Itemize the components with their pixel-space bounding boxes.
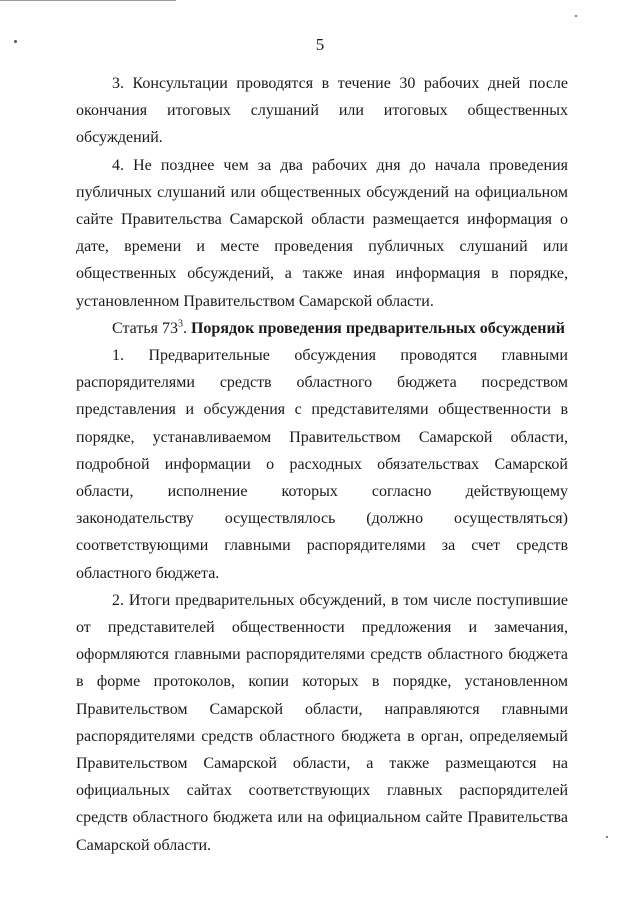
page-number: 5 bbox=[315, 35, 325, 54]
paragraph-consultations: 3. Консультации проводятся в течение 30 рабочих дней после окончания итоговых слушаний или итоговых общественных обсуждений. bbox=[76, 75, 568, 147]
article-title: Порядок проведения предварительных обсуждений bbox=[190, 319, 565, 337]
paragraph-discussion-results: 2. Итоги предварительных обсуждений, в том числе поступившие от представителей общественности предложения и замечания, оформляются главными распорядителями средств областного бюджета в форме протоколов, копии которых в порядке, установленном Правительством Самарской области, направляются главными распорядителями средств областного бюджета в орган, определяемый Правительством Самарской области, а также размещаются на официальных сайтах соответствующих главных распорядителей средств областного бюджета или на официальном сайте Правительства Самарской области. bbox=[76, 591, 568, 854]
article-number: Статья 73 bbox=[112, 319, 178, 337]
scan-speck bbox=[575, 15, 577, 17]
article-superscript: 3 bbox=[177, 318, 183, 330]
article-separator: . bbox=[182, 319, 191, 337]
paragraph-preliminary-discussions: 1. Предварительные обсуждения проводятся главными распорядителями средств областного бюджета посредством представления и обсуждения с представителями общественности в порядке, устанавливаемом Правительством Самарской области, подробной информации о расходных обязательствах Самарской области, исполнение которых согласно действующему законодательству осуществлялось (должно осуществляться) соответствующими главными распорядителями за счет средств областного бюджета. bbox=[76, 347, 568, 582]
article-heading bbox=[76, 315, 568, 342]
document-body bbox=[76, 70, 568, 859]
scan-edge-line bbox=[0, 0, 176, 1]
scan-speck bbox=[606, 836, 608, 838]
paragraph-public-hearings-notice: 4. Не позднее чем за два рабочих дня до начала проведения публичных слушаний или общественных обсуждений на официальном сайте Правительства Самарской области размещается информация о дате, времени и месте проведения публичных слушаний или общественных обсуждений, а также иная информация в порядке, установленном Правительством Самарской области. bbox=[76, 156, 568, 310]
